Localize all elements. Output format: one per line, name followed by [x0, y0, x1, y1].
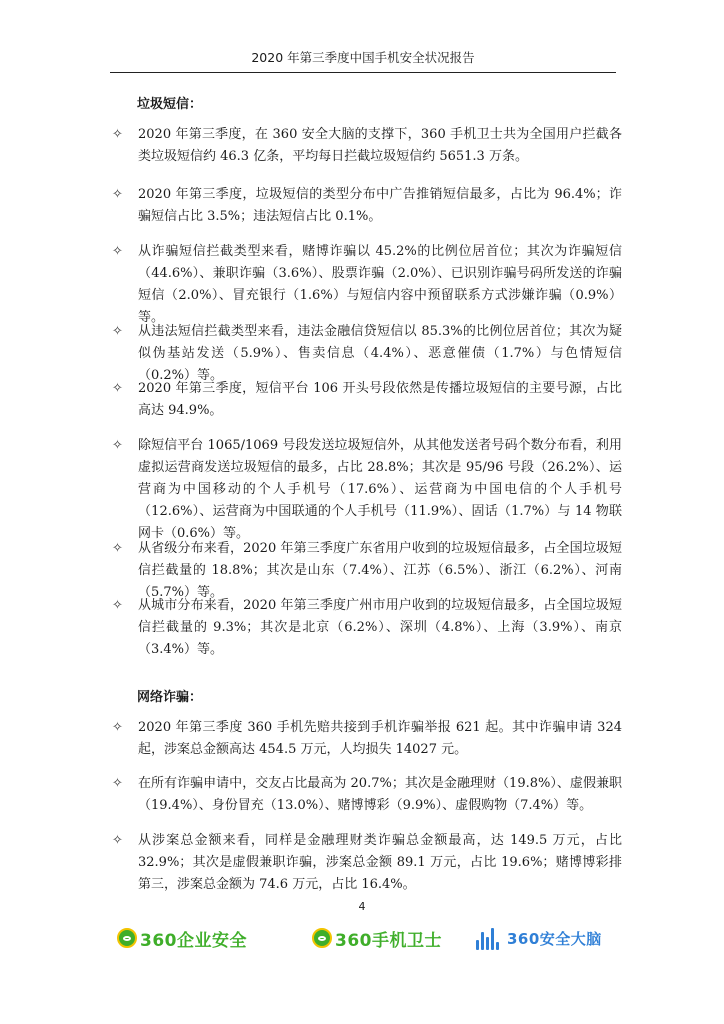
bullet-diamond-icon: ✧	[112, 776, 123, 791]
bullet-text: 从诈骗短信拦截类型来看，赌博诈骗以 45.2%的比例位居首位；其次为诈骗短信（44.6%）、兼职诈骗（3.6%）、股票诈骗（2.0%）、已识别诈骗号码所发送的诈骗短信（2.0%）、冒充银行（1.6%）与短信内容中预留联系方式涉嫌诈骗（0.9%）等。	[138, 244, 622, 325]
list-item	[112, 595, 622, 661]
bullet-diamond-icon: ✧	[112, 541, 123, 556]
bullet-diamond-icon: ✧	[112, 324, 123, 339]
bullet-text: 2020 年第三季度，短信平台 106 开头号段依然是传播垃圾短信的主要号源，占比高达 94.9%。	[138, 381, 622, 418]
bullet-text: 从违法短信拦截类型来看，违法金融信贷短信以 85.3%的比例位居首位；其次为疑似伪基站发送（5.9%）、售卖信息（4.4%）、恶意催债（1.7%）与色情短信（0.2%）等。	[138, 324, 622, 383]
360-logo-icon	[117, 928, 137, 948]
page-header: 2020 年第三季度中国手机安全状况报告	[110, 44, 616, 73]
bullet-diamond-icon: ✧	[112, 381, 123, 396]
bullet-text: 从涉案总金额来看，同样是金融理财类诈骗总金额最高，达 149.5 万元，占比 32.9%；其次是虚假兼职诈骗，涉案总金额 89.1 万元，占比 19.6%；赌博博彩排第三，涉案总金额为 74.6 万元，占比 16.4%。	[138, 833, 622, 892]
bullet-text: 从城市分布来看，2020 年第三季度广州市用户收到的垃圾短信最多，占全国垃圾短信拦截量的 9.3%；其次是北京（6.2%）、深圳（4.8%）、上海（3.9%）、南京（3.4%）等。	[138, 598, 622, 657]
bullet-diamond-icon: ✧	[112, 187, 123, 202]
page-number: 4	[358, 900, 366, 913]
bullet-text: 2020 年第三季度 360 手机先赔共接到手机诈骗举报 621 起。其中诈骗申请 324 起，涉案总金额高达 454.5 万元，人均损失 14027 元。	[138, 720, 622, 757]
list-item	[112, 184, 622, 228]
bullet-diamond-icon: ✧	[112, 244, 123, 259]
list-item	[112, 435, 622, 545]
list-item	[112, 378, 622, 422]
bullet-diamond-icon: ✧	[112, 720, 123, 735]
list-item	[112, 717, 622, 761]
logo-text: 360安全大脑	[507, 929, 602, 948]
section-title-spam-sms: 垃圾短信：	[137, 97, 203, 112]
bullet-diamond-icon: ✧	[112, 598, 123, 613]
bullet-text: 从省级分布来看，2020 年第三季度广东省用户收到的垃圾短信最多，占全国垃圾短信拦截量的 18.8%；其次是山东（7.4%）、江苏（6.5%）、浙江（6.2%）、河南（5.7%）等。	[138, 541, 622, 600]
bullet-text: 2020 年第三季度，在 360 安全大脑的支撑下，360 手机卫士共为全国用户拦截各类垃圾短信约 46.3 亿条，平均每日拦截垃圾短信约 5651.3 万条。	[138, 127, 622, 164]
logo-360-mobile-guard	[312, 923, 442, 953]
bullet-text: 在所有诈骗申请中，交友占比最高为 20.7%；其次是金融理财（19.8%）、虚假兼职（19.4%）、身份冒充（13.0%）、赌博博彩（9.9%）、虚假购物（7.4%）等。	[138, 776, 622, 813]
bullet-diamond-icon: ✧	[112, 438, 123, 453]
sound-bars-icon	[476, 926, 501, 950]
bullet-text: 2020 年第三季度，垃圾短信的类型分布中广告推销短信最多，占比为 96.4%；诈骗短信占比 3.5%；违法短信占比 0.1%。	[138, 187, 622, 224]
list-item	[112, 773, 622, 817]
logo-text: 360企业安全	[140, 930, 247, 951]
section-title-online-fraud: 网络诈骗：	[137, 690, 203, 705]
list-item	[112, 124, 622, 168]
bullet-diamond-icon: ✧	[112, 833, 123, 848]
logo-360-enterprise-security	[117, 923, 247, 953]
logo-360-security-brain	[476, 923, 602, 953]
360-logo-icon	[312, 928, 332, 948]
logo-text: 360手机卫士	[335, 930, 442, 951]
bullet-text: 除短信平台 1065/1069 号段发送垃圾短信外，从其他发送者号码个数分布看，利用虚拟运营商发送垃圾短信的最多，占比 28.8%；其次是 95/96 号段（26.2%）、运营商为中国移动的个人手机号（17.6%）、运营商为中国电信的个人手机号（12.6%）、运营商为中国联通的个人手机号（11.9%）、固话（1.7%）与 14 物联网卡（0.6%）等。	[138, 438, 622, 541]
list-item	[112, 830, 622, 896]
bullet-diamond-icon: ✧	[112, 127, 123, 142]
list-item	[112, 241, 622, 329]
